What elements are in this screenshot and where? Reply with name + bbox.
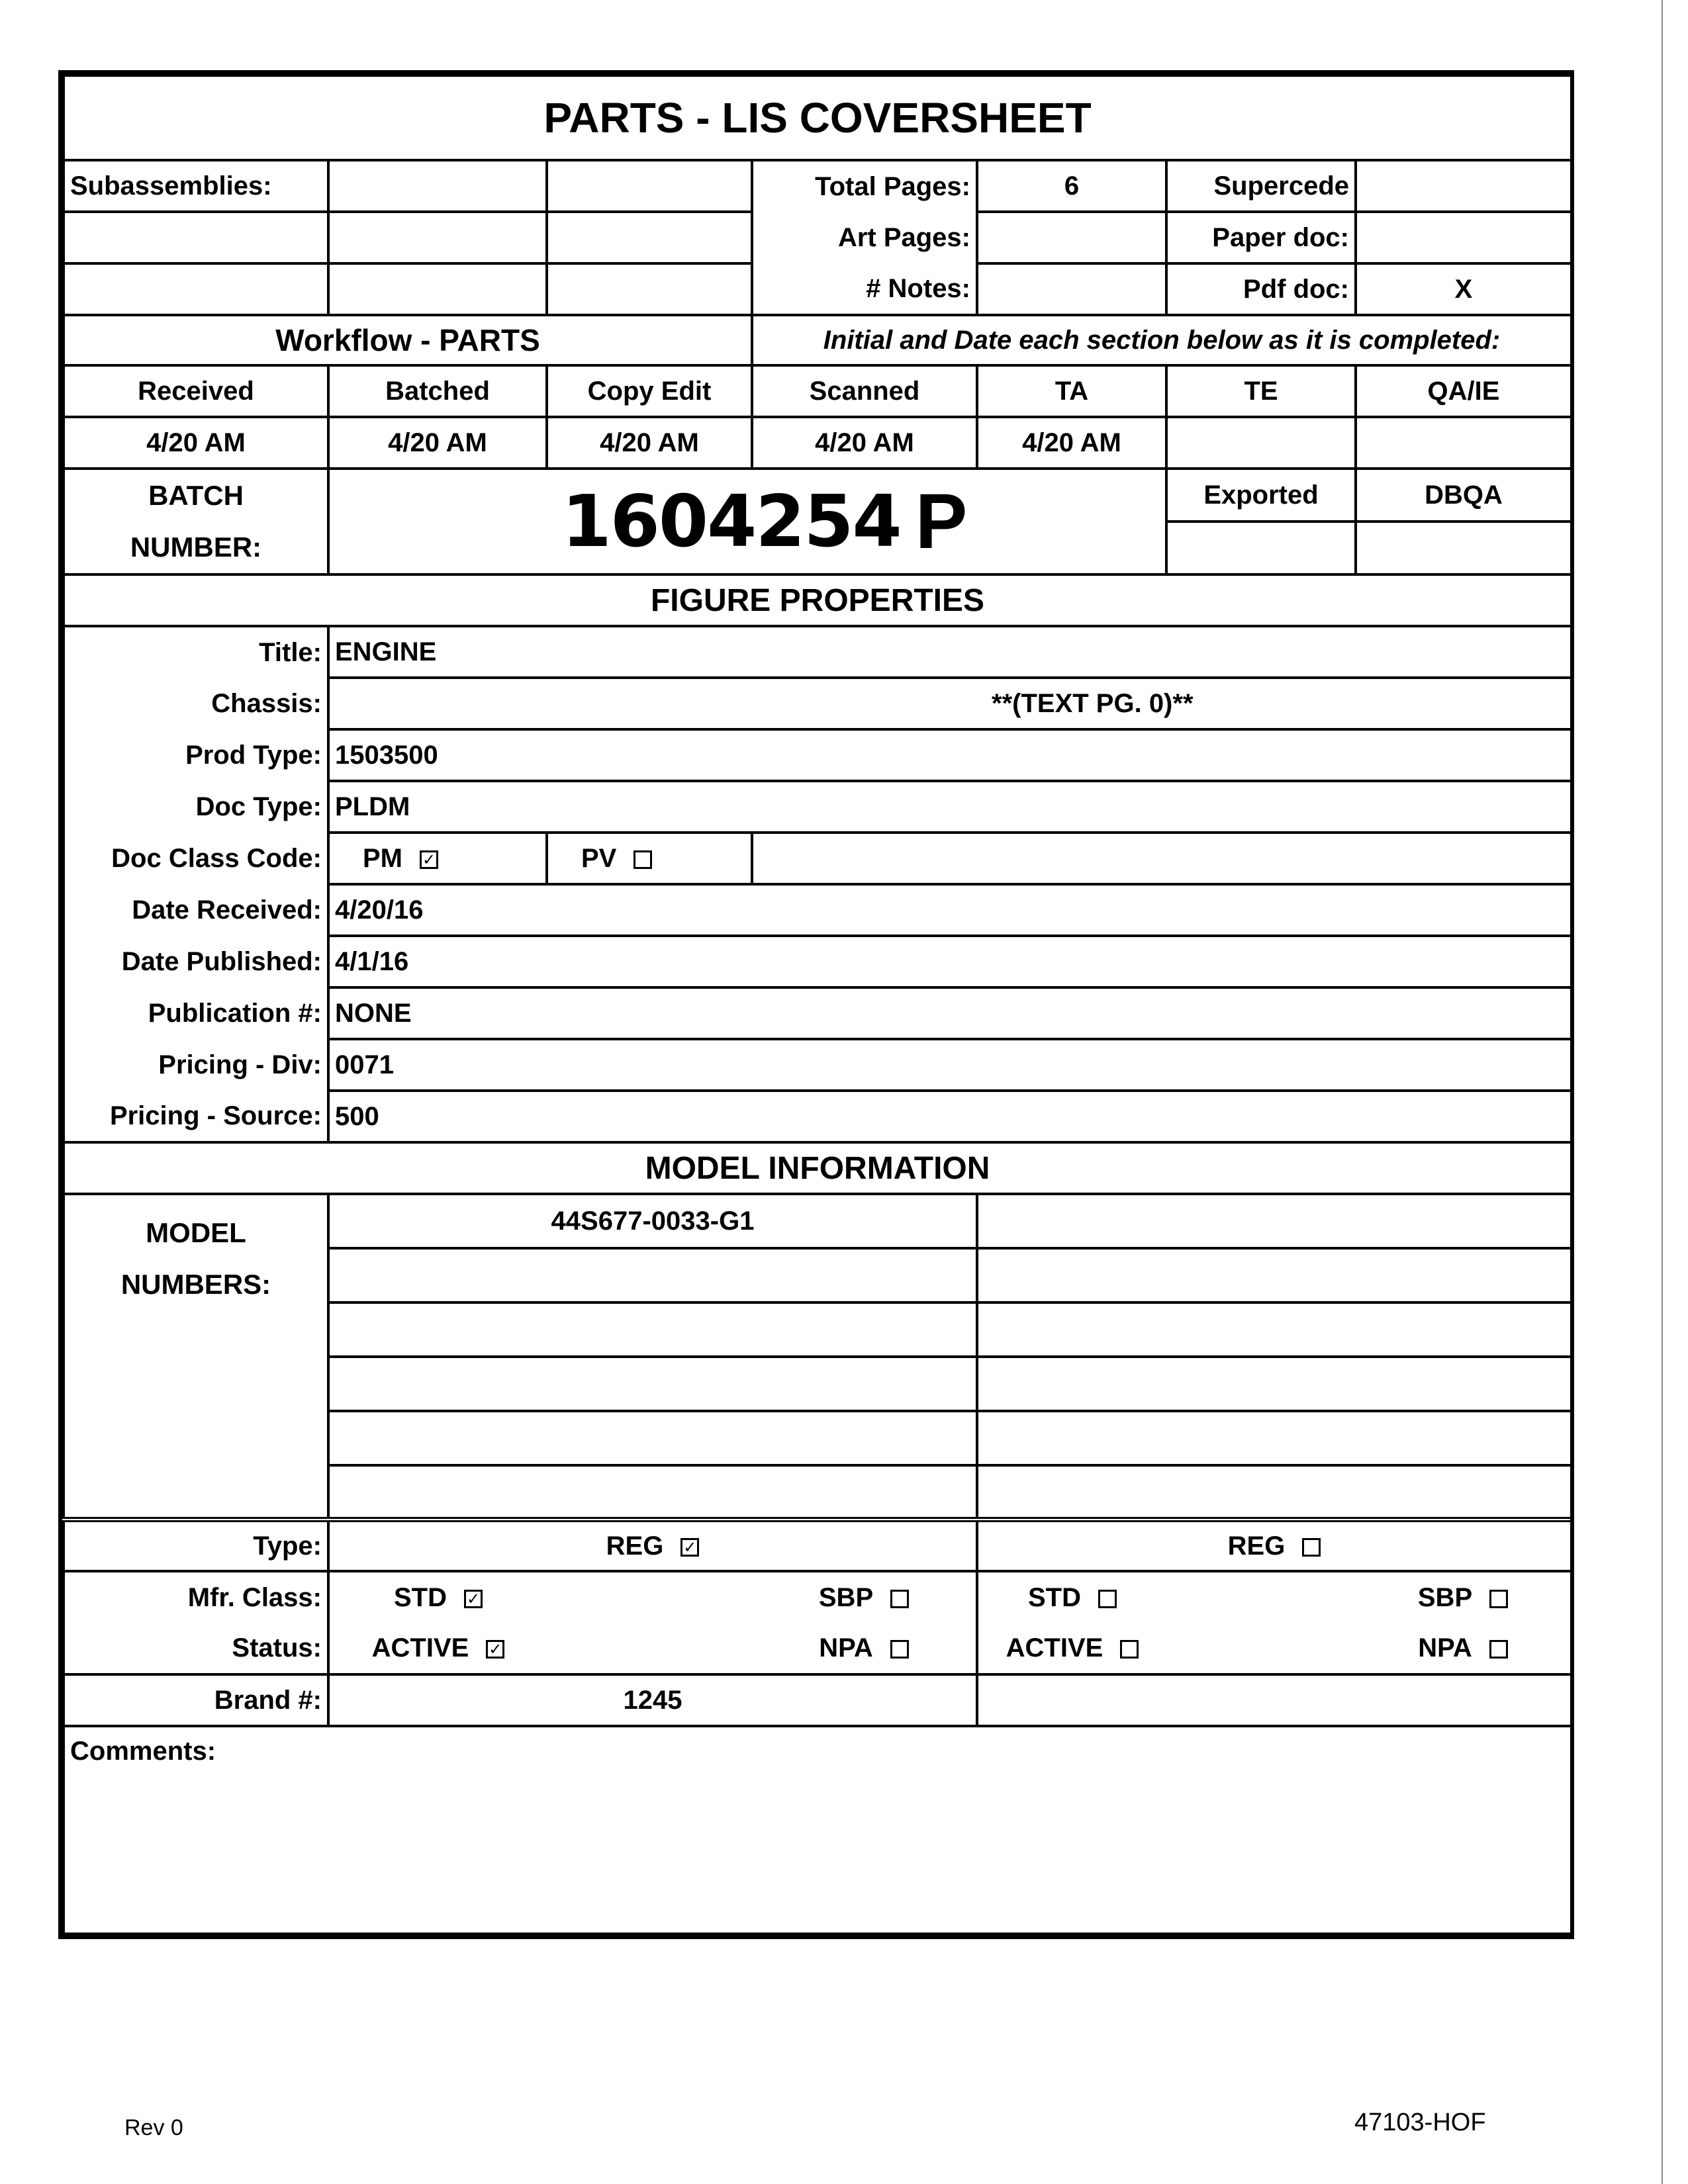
mfr-std-label-1: STD <box>394 1582 447 1612</box>
exported-label: Exported <box>1166 469 1356 522</box>
mfr-sbp-label-2: SBP <box>1417 1582 1473 1612</box>
batch-number-value: 1604254 <box>561 480 901 563</box>
type-label: Type: <box>64 1520 328 1571</box>
doc-class-extra-field[interactable] <box>752 833 1571 884</box>
workflow-qa-ie-value[interactable] <box>1356 417 1571 469</box>
mfr-sbp-label-1: SBP <box>818 1582 874 1612</box>
publication-label: Publication #: <box>64 987 328 1039</box>
status-active-label-1: ACTIVE <box>371 1633 469 1662</box>
mfr-std-checkbox-1[interactable]: ✓ <box>464 1590 483 1608</box>
status-npa-option-1[interactable] <box>752 1623 977 1674</box>
model-label-line1: MODEL <box>146 1217 246 1248</box>
workflow-received-value[interactable]: 4/20 AM <box>64 417 328 469</box>
model-number-1[interactable]: 44S677-0033-G1 <box>328 1194 977 1248</box>
model-number-9[interactable] <box>328 1411 977 1465</box>
batch-number-label <box>64 469 328 574</box>
page-title: PARTS - LIS COVERSHEET <box>64 75 1571 160</box>
doc-class-pm-option[interactable] <box>328 833 547 884</box>
subassemblies-field-7[interactable] <box>328 263 547 315</box>
title-label: Title: <box>64 626 328 678</box>
scan-edge-line <box>1662 0 1663 2184</box>
workflow-col-scanned: Scanned <box>752 365 977 417</box>
batch-label-line2: NUMBER: <box>130 531 262 563</box>
mfr-std-label-2: STD <box>1028 1582 1081 1612</box>
workflow-label: Workflow - PARTS <box>64 315 752 365</box>
type-option-1[interactable] <box>328 1520 977 1571</box>
chassis-label: Chassis: <box>64 678 328 729</box>
workflow-col-received: Received <box>64 365 328 417</box>
date-published-value[interactable]: 4/1/16 <box>328 936 1571 987</box>
model-information-heading: MODEL INFORMATION <box>64 1142 1571 1194</box>
type-reg-checkbox-1[interactable]: ✓ <box>680 1538 699 1557</box>
pricing-source-label: Pricing - Source: <box>64 1091 328 1142</box>
mfr-std-checkbox-2[interactable] <box>1098 1590 1117 1608</box>
pdf-doc-value[interactable]: X <box>1356 263 1571 315</box>
workflow-col-copy-edit: Copy Edit <box>547 365 752 417</box>
doc-class-pv-checkbox[interactable] <box>633 850 652 869</box>
status-npa-label-2: NPA <box>1418 1633 1472 1662</box>
publication-value[interactable]: NONE <box>328 987 1571 1039</box>
comments-field[interactable] <box>64 1726 1571 1934</box>
paper-doc-label: Paper doc: <box>1166 212 1356 263</box>
subassemblies-field-4[interactable] <box>328 212 547 263</box>
paper-doc-field[interactable] <box>1356 212 1571 263</box>
workflow-col-qa-ie: QA/IE <box>1356 365 1571 417</box>
status-npa-label-1: NPA <box>819 1633 873 1662</box>
pricing-div-label: Pricing - Div: <box>64 1039 328 1091</box>
status-label: Status: <box>64 1623 328 1674</box>
title-value[interactable]: ENGINE <box>328 626 1571 678</box>
batch-label-line1: BATCH <box>148 480 244 511</box>
prod-type-label: Prod Type: <box>64 729 328 781</box>
status-active-label-2: ACTIVE <box>1006 1633 1103 1662</box>
model-label-line2: NUMBERS: <box>120 1269 271 1300</box>
model-number-8[interactable] <box>977 1357 1571 1411</box>
workflow-batched-value[interactable]: 4/20 AM <box>328 417 547 469</box>
date-received-label: Date Received: <box>64 884 328 936</box>
pricing-div-value[interactable]: 0071 <box>328 1039 1571 1091</box>
art-pages-value[interactable] <box>977 212 1166 263</box>
type-reg-label-1: REG <box>606 1531 664 1561</box>
coversheet-form <box>58 70 1574 1939</box>
mfr-sbp-option-1[interactable] <box>752 1571 977 1623</box>
status-npa-option-2[interactable] <box>1356 1623 1571 1674</box>
workflow-instruction: Initial and Date each section below as it is completed: <box>752 315 1571 365</box>
date-published-label: Date Published: <box>64 936 328 987</box>
model-number-5[interactable] <box>328 1302 977 1357</box>
mfr-class-label: Mfr. Class: <box>64 1571 328 1623</box>
art-pages-label: Art Pages: <box>752 212 977 263</box>
mfr-sbp-checkbox-2[interactable] <box>1489 1590 1508 1608</box>
workflow-ta-value[interactable]: 4/20 AM <box>977 417 1166 469</box>
workflow-col-batched: Batched <box>328 365 547 417</box>
status-active-option-1[interactable] <box>328 1623 547 1674</box>
exported-field[interactable] <box>1166 522 1356 574</box>
doc-class-label: Doc Class Code: <box>64 833 328 884</box>
status-npa-checkbox-1[interactable] <box>890 1640 909 1659</box>
dbqa-label: DBQA <box>1356 469 1571 522</box>
prod-type-value[interactable]: 1503500 <box>328 729 1571 781</box>
model-number-6[interactable] <box>977 1302 1571 1357</box>
mfr-std-option-2[interactable] <box>977 1571 1166 1623</box>
brand-value-2[interactable] <box>977 1674 1571 1726</box>
doc-type-value[interactable]: PLDM <box>328 781 1571 833</box>
mfr-sbp-option-2[interactable] <box>1356 1571 1571 1623</box>
total-pages-label: Total Pages: <box>752 160 977 212</box>
type-option-2[interactable] <box>977 1520 1571 1571</box>
model-number-2[interactable] <box>977 1194 1571 1248</box>
workflow-col-ta: TA <box>977 365 1166 417</box>
figure-properties-heading: FIGURE PROPERTIES <box>64 574 1571 626</box>
dbqa-field[interactable] <box>1356 522 1571 574</box>
batch-number-field[interactable] <box>328 469 1166 574</box>
coversheet-table <box>62 74 1573 1935</box>
comments-label: Comments: <box>70 1737 216 1766</box>
subassemblies-field-1[interactable] <box>328 160 547 212</box>
subassemblies-field-3[interactable] <box>64 212 328 263</box>
workflow-scanned-value[interactable]: 4/20 AM <box>752 417 977 469</box>
model-number-7[interactable] <box>328 1357 977 1411</box>
total-pages-value[interactable]: 6 <box>977 160 1166 212</box>
mfr-spacer-1 <box>547 1571 752 1623</box>
model-number-12[interactable] <box>977 1465 1571 1520</box>
brand-value-1[interactable]: 1245 <box>328 1674 977 1726</box>
subassemblies-field-6[interactable] <box>64 263 328 315</box>
doc-class-pm-checkbox[interactable]: ✓ <box>420 850 438 869</box>
notes-label: # Notes: <box>752 263 977 315</box>
batch-number-suffix: P <box>915 478 968 565</box>
status-active-checkbox-1[interactable]: ✓ <box>486 1640 504 1659</box>
footer-rev: Rev 0 <box>124 2115 183 2140</box>
subassemblies-field-2[interactable] <box>547 160 752 212</box>
status-npa-checkbox-2[interactable] <box>1489 1640 1508 1659</box>
status-active-checkbox-2[interactable] <box>1120 1640 1139 1659</box>
supercede-field[interactable] <box>1356 160 1571 212</box>
doc-type-label: Doc Type: <box>64 781 328 833</box>
brand-label: Brand #: <box>64 1674 328 1726</box>
model-number-3[interactable] <box>328 1248 977 1302</box>
mfr-std-option-1[interactable] <box>328 1571 547 1623</box>
model-numbers-label <box>64 1194 328 1520</box>
supercede-label: Supercede <box>1166 160 1356 212</box>
date-received-value[interactable]: 4/20/16 <box>328 884 1571 936</box>
status-active-option-2[interactable] <box>977 1623 1166 1674</box>
status-spacer-1 <box>547 1623 752 1674</box>
model-number-11[interactable] <box>328 1465 977 1520</box>
subassemblies-field-8[interactable] <box>547 263 752 315</box>
subassemblies-field-5[interactable] <box>547 212 752 263</box>
pdf-doc-label: Pdf doc: <box>1166 263 1356 315</box>
doc-class-pv-option[interactable] <box>547 833 752 884</box>
mfr-sbp-checkbox-1[interactable] <box>890 1590 909 1608</box>
workflow-te-value[interactable] <box>1166 417 1356 469</box>
pricing-source-value[interactable]: 500 <box>328 1091 1571 1142</box>
model-number-10[interactable] <box>977 1411 1571 1465</box>
type-reg-label-2: REG <box>1227 1531 1286 1561</box>
workflow-copy-edit-value[interactable]: 4/20 AM <box>547 417 752 469</box>
status-spacer-2 <box>1166 1623 1356 1674</box>
workflow-col-te: TE <box>1166 365 1356 417</box>
doc-class-pv-label: PV <box>581 843 617 873</box>
subassemblies-label: Subassemblies: <box>64 160 328 212</box>
chassis-value[interactable]: **(TEXT PG. 0)** <box>328 678 1571 729</box>
type-reg-checkbox-2[interactable] <box>1302 1538 1321 1557</box>
model-number-4[interactable] <box>977 1248 1571 1302</box>
mfr-spacer-2 <box>1166 1571 1356 1623</box>
doc-class-pm-label: PM <box>363 843 402 873</box>
footer-form-id: 47103-HOF <box>1354 2109 1486 2136</box>
notes-value[interactable] <box>977 263 1166 315</box>
